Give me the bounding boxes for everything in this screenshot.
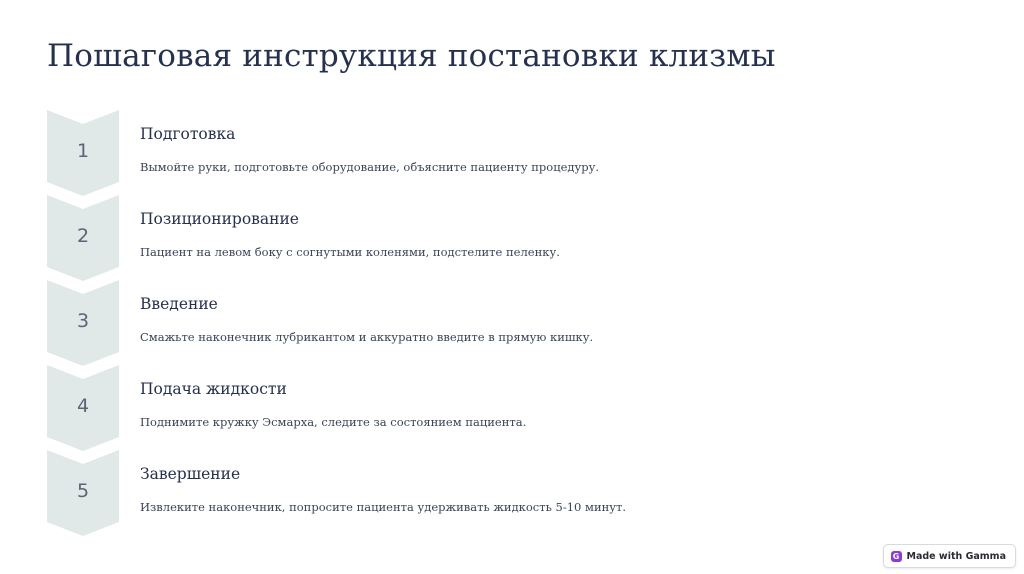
step-title: Подача жидкости [140, 380, 287, 398]
step-number: 3 [76, 310, 90, 332]
step-number: 1 [76, 140, 90, 162]
badge-label: Made with Gamma [906, 550, 1006, 562]
step-number: 2 [76, 225, 90, 247]
page-title: Пошаговая инструкция постановки клизмы [47, 38, 776, 74]
step-title: Позиционирование [140, 210, 299, 228]
step-number: 5 [76, 480, 90, 502]
step-description: Смажьте наконечник лубрикантом и аккуратно введите в прямую кишку. [140, 330, 594, 344]
step-description: Вымойте руки, подготовьте оборудование, объясните пациенту процедуру. [140, 160, 600, 174]
step-item [47, 195, 967, 280]
step-item [47, 365, 967, 450]
made-with-gamma-badge[interactable] [883, 544, 1016, 568]
step-number: 4 [76, 395, 90, 417]
gamma-logo-icon: G [891, 551, 902, 562]
step-item [47, 110, 967, 195]
step-title: Введение [140, 295, 218, 313]
steps-list [47, 110, 967, 535]
step-item [47, 280, 967, 365]
step-description: Поднимите кружку Эсмарха, следите за состоянием пациента. [140, 415, 527, 429]
step-description: Извлеките наконечник, попросите пациента удерживать жидкость 5-10 минут. [140, 500, 627, 514]
step-item [47, 450, 967, 535]
step-title: Подготовка [140, 125, 236, 143]
step-title: Завершение [140, 465, 241, 483]
step-description: Пациент на левом боку с согнутыми коленями, подстелите пеленку. [140, 245, 560, 259]
